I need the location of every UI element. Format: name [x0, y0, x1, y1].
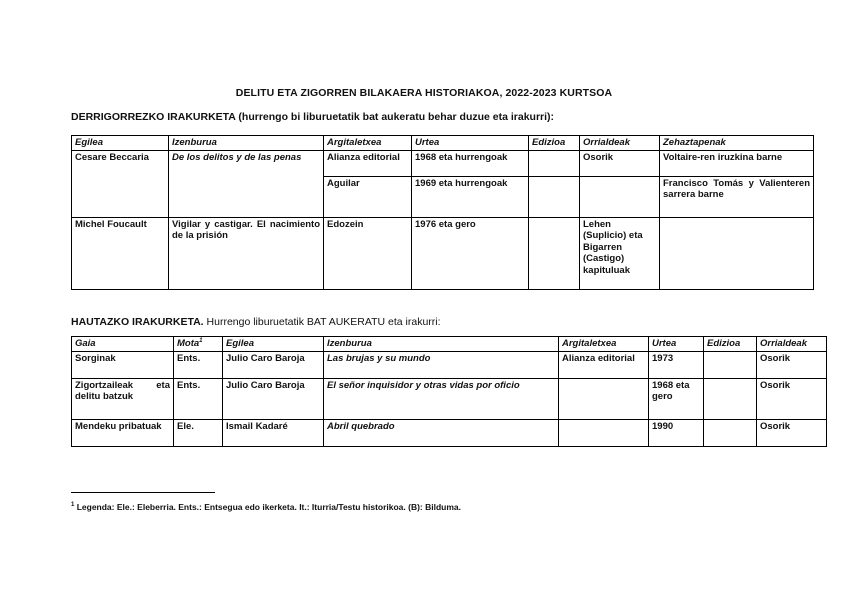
publisher-cell [559, 378, 649, 419]
author-cell: Julio Caro Baroja [223, 378, 324, 419]
publisher-cell: Alianza editorial [559, 351, 649, 378]
required-reading-table [71, 135, 814, 290]
title-cell: Vigilar y castigar. El nacimiento de la prisión [169, 217, 324, 289]
table-row [72, 150, 814, 176]
year-cell: 1990 [649, 419, 704, 446]
optional-reading-table [71, 336, 827, 447]
year-cell: 1973 [649, 351, 704, 378]
footnote [71, 502, 461, 512]
title-cell: Abril quebrado [324, 419, 559, 446]
header-izenburua: Izenburua [169, 136, 324, 151]
title-cell: El señor inquisidor y otras vidas por oficio [324, 378, 559, 419]
author-cell: Cesare Beccaria [72, 150, 169, 217]
edition-cell [704, 419, 757, 446]
author-cell: Ismail Kadaré [223, 419, 324, 446]
header-argitaletxea: Argitaletxea [324, 136, 412, 151]
table-header-row [72, 337, 827, 352]
table-row [72, 378, 827, 419]
pages-cell: Osorik [757, 419, 827, 446]
header-mota-label: Mota [177, 338, 200, 349]
header-mota [174, 337, 223, 352]
table-row [72, 351, 827, 378]
pages-cell: Osorik [757, 378, 827, 419]
type-cell: Ents. [174, 378, 223, 419]
section2-heading-rest: Hurrengo liburuetatik BAT AUKERATU eta irakurri: [203, 316, 441, 328]
table-header-row [72, 136, 814, 151]
section1-heading [71, 111, 554, 123]
pages-cell: Osorik [580, 150, 660, 176]
year-cell: 1969 eta hurrengoak [412, 176, 529, 217]
header-edizioa: Edizioa [704, 337, 757, 352]
pages-cell: Osorik [757, 351, 827, 378]
header-orrialdeak: Orrialdeak [580, 136, 660, 151]
publisher-cell [559, 419, 649, 446]
section2-heading-bold: HAUTAZKO IRAKURKETA. [71, 316, 204, 328]
document-title: DELITU ETA ZIGORREN BILAKAERA HISTORIAKOA, 2022-2023 KURTSOA [235, 87, 613, 99]
header-egilea: Egilea [223, 337, 324, 352]
details-cell [660, 217, 814, 289]
edition-cell [529, 217, 580, 289]
section2-heading [71, 316, 441, 328]
footnote-marker: 1 [71, 502, 75, 509]
year-cell: 1976 eta gero [412, 217, 529, 289]
header-egilea: Egilea [72, 136, 169, 151]
publisher-cell: Aguilar [324, 176, 412, 217]
section1-heading-rest: (hurrengo bi liburuetatik bat aukeratu behar duzue eta irakurri): [235, 111, 555, 123]
title-cell: De los delitos y de las penas [169, 150, 324, 217]
edition-cell [704, 351, 757, 378]
table-row [72, 419, 827, 446]
footnote-text: Legenda: Ele.: Eleberria. Ents.: Entsegua edo ikerketa. It.: Iturria/Testu historikoa. (B): Bilduma. [74, 502, 462, 512]
publisher-cell: Edozein [324, 217, 412, 289]
publisher-cell: Alianza editorial [324, 150, 412, 176]
edition-cell [529, 176, 580, 217]
title-cell: Las brujas y su mundo [324, 351, 559, 378]
footnote-marker: 1 [199, 337, 203, 344]
theme-cell: Mendeku pribatuak [72, 419, 174, 446]
header-gaia: Gaia [72, 337, 174, 352]
header-urtea: Urtea [649, 337, 704, 352]
pages-cell: Lehen (Suplicio) eta Bigarren (Castigo) kapituluak [580, 217, 660, 289]
header-urtea: Urtea [412, 136, 529, 151]
details-cell: Voltaire-ren iruzkina barne [660, 150, 814, 176]
header-izenburua: Izenburua [324, 337, 559, 352]
type-cell: Ele. [174, 419, 223, 446]
type-cell: Ents. [174, 351, 223, 378]
author-cell: Michel Foucault [72, 217, 169, 289]
section1-heading-bold: DERRIGORREZKO IRAKURKETA [71, 111, 236, 123]
year-cell: 1968 eta gero [649, 378, 704, 419]
header-edizioa: Edizioa [529, 136, 580, 151]
edition-cell [529, 150, 580, 176]
pages-cell [580, 176, 660, 217]
edition-cell [704, 378, 757, 419]
header-zehaztapenak: Zehaztapenak [660, 136, 814, 151]
footnote-divider [71, 492, 215, 493]
theme-cell: Sorginak [72, 351, 174, 378]
author-cell: Julio Caro Baroja [223, 351, 324, 378]
header-orrialdeak: Orrialdeak [757, 337, 827, 352]
table-row [72, 217, 814, 289]
year-cell: 1968 eta hurrengoak [412, 150, 529, 176]
details-cell: Francisco Tomás y Valienteren sarrera barne [660, 176, 814, 217]
theme-cell: Zigortzaileak eta delitu batzuk [72, 378, 174, 419]
header-argitaletxea: Argitaletxea [559, 337, 649, 352]
